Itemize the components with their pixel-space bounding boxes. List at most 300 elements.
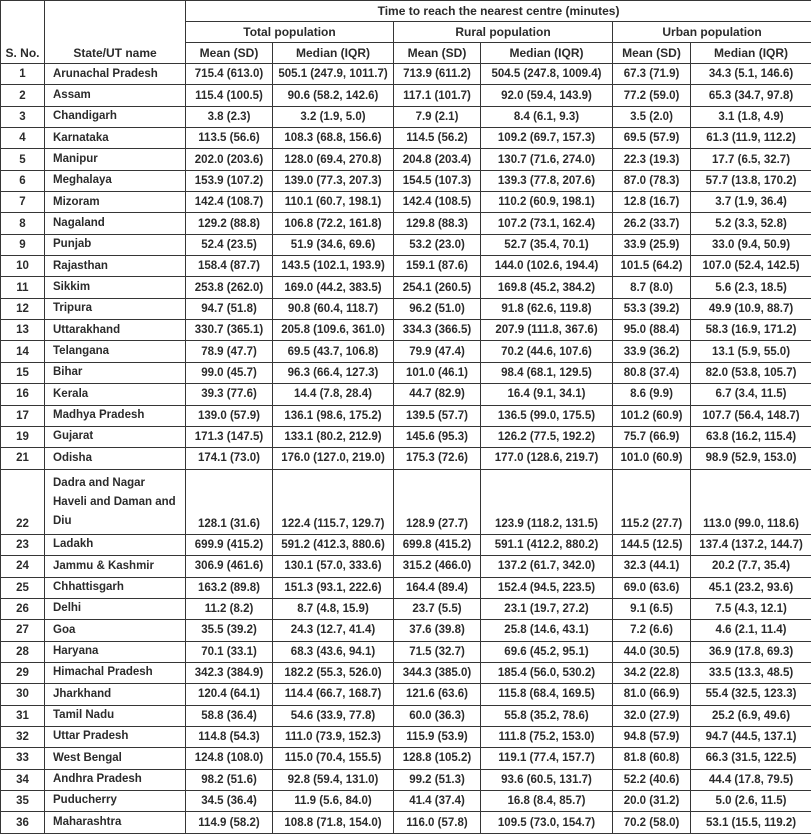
value-cell-rural_mean_sd: 145.6 (95.3) bbox=[394, 426, 481, 447]
value-cell-total_median_iqr: 122.4 (115.7, 129.7) bbox=[273, 469, 394, 534]
value-cell-total_median_iqr: 110.1 (60.7, 198.1) bbox=[273, 192, 394, 213]
value-cell-rural_median_iqr: 16.4 (9.1, 34.1) bbox=[481, 384, 613, 405]
state-name-cell: Tamil Nadu bbox=[45, 705, 186, 726]
state-name-cell: Kerala bbox=[45, 384, 186, 405]
serial-number-cell: 11 bbox=[1, 277, 45, 298]
value-cell-urban_median_iqr: 58.3 (16.9, 171.2) bbox=[691, 320, 811, 341]
value-cell-total_mean_sd: 11.2 (8.2) bbox=[186, 598, 273, 619]
serial-number-cell: 22 bbox=[1, 469, 45, 534]
value-cell-urban_mean_sd: 70.2 (58.0) bbox=[613, 812, 691, 834]
value-cell-urban_median_iqr: 33.0 (9.4, 50.9) bbox=[691, 234, 811, 255]
value-cell-urban_mean_sd: 81.0 (66.9) bbox=[613, 684, 691, 705]
value-cell-total_mean_sd: 202.0 (203.6) bbox=[186, 149, 273, 170]
value-cell-rural_median_iqr: 137.2 (61.7, 342.0) bbox=[481, 556, 613, 577]
state-name-cell: Telangana bbox=[45, 341, 186, 362]
value-cell-urban_median_iqr: 5.2 (3.3, 52.8) bbox=[691, 213, 811, 234]
state-name-cell: Andhra Pradesh bbox=[45, 769, 186, 790]
state-name-cell: Madhya Pradesh bbox=[45, 405, 186, 426]
serial-number-cell: 13 bbox=[1, 320, 45, 341]
group-header-total: Total population bbox=[186, 22, 394, 43]
state-name-cell: Puducherry bbox=[45, 790, 186, 811]
value-cell-total_mean_sd: 128.1 (31.6) bbox=[186, 469, 273, 534]
value-cell-rural_mean_sd: 37.6 (39.8) bbox=[394, 620, 481, 641]
value-cell-total_median_iqr: 591.2 (412.3, 880.6) bbox=[273, 534, 394, 555]
value-cell-urban_median_iqr: 45.1 (23.2, 93.6) bbox=[691, 577, 811, 598]
value-cell-urban_mean_sd: 33.9 (36.2) bbox=[613, 341, 691, 362]
value-cell-urban_mean_sd: 26.2 (33.7) bbox=[613, 213, 691, 234]
value-cell-total_mean_sd: 114.8 (54.3) bbox=[186, 726, 273, 747]
state-name-cell: Gujarat bbox=[45, 426, 186, 447]
value-cell-total_median_iqr: 151.3 (93.1, 222.6) bbox=[273, 577, 394, 598]
serial-number-cell: 10 bbox=[1, 256, 45, 277]
value-cell-rural_median_iqr: 52.7 (35.4, 70.1) bbox=[481, 234, 613, 255]
table-row bbox=[1, 426, 811, 447]
table-row bbox=[1, 234, 811, 255]
value-cell-total_median_iqr: 133.1 (80.2, 212.9) bbox=[273, 426, 394, 447]
header-row-title bbox=[1, 1, 811, 22]
value-cell-rural_median_iqr: 144.0 (102.6, 194.4) bbox=[481, 256, 613, 277]
serial-number-cell: 36 bbox=[1, 812, 45, 834]
table-row bbox=[1, 128, 811, 149]
value-cell-total_mean_sd: 94.7 (51.8) bbox=[186, 298, 273, 319]
serial-number-cell: 4 bbox=[1, 128, 45, 149]
state-name-cell: Mizoram bbox=[45, 192, 186, 213]
value-cell-urban_median_iqr: 3.1 (1.8, 4.9) bbox=[691, 106, 811, 127]
value-cell-rural_mean_sd: 334.3 (366.5) bbox=[394, 320, 481, 341]
value-cell-rural_mean_sd: 115.9 (53.9) bbox=[394, 726, 481, 747]
value-cell-total_mean_sd: 99.0 (45.7) bbox=[186, 362, 273, 383]
value-cell-rural_median_iqr: 110.2 (60.9, 198.1) bbox=[481, 192, 613, 213]
value-cell-urban_mean_sd: 22.3 (19.3) bbox=[613, 149, 691, 170]
value-cell-rural_mean_sd: 204.8 (203.4) bbox=[394, 149, 481, 170]
state-name-cell: Uttarakhand bbox=[45, 320, 186, 341]
value-cell-rural_mean_sd: 164.4 (89.4) bbox=[394, 577, 481, 598]
value-cell-total_median_iqr: 69.5 (43.7, 106.8) bbox=[273, 341, 394, 362]
value-cell-urban_mean_sd: 8.6 (9.9) bbox=[613, 384, 691, 405]
serial-number-cell: 27 bbox=[1, 620, 45, 641]
value-cell-urban_median_iqr: 107.0 (52.4, 142.5) bbox=[691, 256, 811, 277]
value-cell-urban_mean_sd: 115.2 (27.7) bbox=[613, 469, 691, 534]
serial-number-cell: 19 bbox=[1, 426, 45, 447]
table-row bbox=[1, 170, 811, 191]
subheader-rural-median: Median (IQR) bbox=[481, 43, 613, 64]
value-cell-rural_mean_sd: 128.8 (105.2) bbox=[394, 748, 481, 769]
value-cell-total_median_iqr: 24.3 (12.7, 41.4) bbox=[273, 620, 394, 641]
value-cell-urban_mean_sd: 32.3 (44.1) bbox=[613, 556, 691, 577]
state-name-cell: Rajasthan bbox=[45, 256, 186, 277]
value-cell-rural_mean_sd: 175.3 (72.6) bbox=[394, 448, 481, 469]
value-cell-rural_mean_sd: 154.5 (107.3) bbox=[394, 170, 481, 191]
value-cell-rural_median_iqr: 591.1 (412.2, 880.2) bbox=[481, 534, 613, 555]
state-name-cell: Uttar Pradesh bbox=[45, 726, 186, 747]
value-cell-urban_mean_sd: 32.0 (27.9) bbox=[613, 705, 691, 726]
value-cell-total_mean_sd: 342.3 (384.9) bbox=[186, 662, 273, 683]
value-cell-rural_median_iqr: 93.6 (60.5, 131.7) bbox=[481, 769, 613, 790]
table-row bbox=[1, 662, 811, 683]
value-cell-urban_median_iqr: 36.9 (17.8, 69.3) bbox=[691, 641, 811, 662]
value-cell-rural_median_iqr: 130.7 (71.6, 274.0) bbox=[481, 149, 613, 170]
table-header bbox=[1, 1, 811, 64]
value-cell-total_median_iqr: 96.3 (66.4, 127.3) bbox=[273, 362, 394, 383]
serial-number-cell: 1 bbox=[1, 64, 45, 85]
value-cell-urban_median_iqr: 63.8 (16.2, 115.4) bbox=[691, 426, 811, 447]
value-cell-total_mean_sd: 120.4 (64.1) bbox=[186, 684, 273, 705]
value-cell-urban_mean_sd: 52.2 (40.6) bbox=[613, 769, 691, 790]
serial-number-cell: 23 bbox=[1, 534, 45, 555]
table-row bbox=[1, 85, 811, 106]
value-cell-rural_median_iqr: 16.8 (8.4, 85.7) bbox=[481, 790, 613, 811]
value-cell-urban_median_iqr: 94.7 (44.5, 137.1) bbox=[691, 726, 811, 747]
serial-number-cell: 30 bbox=[1, 684, 45, 705]
value-cell-urban_median_iqr: 33.5 (13.3, 48.5) bbox=[691, 662, 811, 683]
table-row bbox=[1, 64, 811, 85]
value-cell-total_mean_sd: 52.4 (23.5) bbox=[186, 234, 273, 255]
table-row bbox=[1, 556, 811, 577]
value-cell-rural_mean_sd: 96.2 (51.0) bbox=[394, 298, 481, 319]
value-cell-rural_mean_sd: 53.2 (23.0) bbox=[394, 234, 481, 255]
table-row bbox=[1, 812, 811, 834]
value-cell-urban_median_iqr: 65.3 (34.7, 97.8) bbox=[691, 85, 811, 106]
value-cell-urban_median_iqr: 57.7 (13.8, 170.2) bbox=[691, 170, 811, 191]
table-row bbox=[1, 192, 811, 213]
value-cell-rural_median_iqr: 139.3 (77.8, 207.6) bbox=[481, 170, 613, 191]
value-cell-total_median_iqr: 130.1 (57.0, 333.6) bbox=[273, 556, 394, 577]
value-cell-urban_median_iqr: 6.7 (3.4, 11.5) bbox=[691, 384, 811, 405]
state-name-cell: Meghalaya bbox=[45, 170, 186, 191]
value-cell-rural_mean_sd: 71.5 (32.7) bbox=[394, 641, 481, 662]
value-cell-urban_mean_sd: 34.2 (22.8) bbox=[613, 662, 691, 683]
serial-number-cell: 6 bbox=[1, 170, 45, 191]
serial-number-cell: 14 bbox=[1, 341, 45, 362]
value-cell-urban_median_iqr: 5.0 (2.6, 11.5) bbox=[691, 790, 811, 811]
table-row bbox=[1, 790, 811, 811]
value-cell-urban_median_iqr: 44.4 (17.8, 79.5) bbox=[691, 769, 811, 790]
value-cell-total_median_iqr: 111.0 (73.9, 152.3) bbox=[273, 726, 394, 747]
state-name-cell: Jharkhand bbox=[45, 684, 186, 705]
value-cell-rural_mean_sd: 79.9 (47.4) bbox=[394, 341, 481, 362]
table-row bbox=[1, 577, 811, 598]
value-cell-rural_mean_sd: 128.9 (27.7) bbox=[394, 469, 481, 534]
serial-number-cell: 12 bbox=[1, 298, 45, 319]
table-row bbox=[1, 298, 811, 319]
group-header-rural: Rural population bbox=[394, 22, 613, 43]
serial-number-cell: 35 bbox=[1, 790, 45, 811]
value-cell-total_mean_sd: 34.5 (36.4) bbox=[186, 790, 273, 811]
value-cell-rural_median_iqr: 109.5 (73.0, 154.7) bbox=[481, 812, 613, 834]
serial-number-cell: 15 bbox=[1, 362, 45, 383]
value-cell-urban_mean_sd: 9.1 (6.5) bbox=[613, 598, 691, 619]
value-cell-urban_mean_sd: 7.2 (6.6) bbox=[613, 620, 691, 641]
table-row bbox=[1, 448, 811, 469]
state-name-cell: Chandigarh bbox=[45, 106, 186, 127]
value-cell-total_mean_sd: 129.2 (88.8) bbox=[186, 213, 273, 234]
subheader-urban-mean: Mean (SD) bbox=[613, 43, 691, 64]
value-cell-rural_mean_sd: 101.0 (46.1) bbox=[394, 362, 481, 383]
value-cell-rural_mean_sd: 142.4 (108.5) bbox=[394, 192, 481, 213]
value-cell-total_median_iqr: 108.3 (68.8, 156.6) bbox=[273, 128, 394, 149]
value-cell-urban_mean_sd: 101.0 (60.9) bbox=[613, 448, 691, 469]
value-cell-total_mean_sd: 253.8 (262.0) bbox=[186, 277, 273, 298]
table-row bbox=[1, 534, 811, 555]
serial-number-cell: 21 bbox=[1, 448, 45, 469]
value-cell-total_median_iqr: 114.4 (66.7, 168.7) bbox=[273, 684, 394, 705]
value-cell-urban_mean_sd: 69.5 (57.9) bbox=[613, 128, 691, 149]
value-cell-rural_median_iqr: 109.2 (69.7, 157.3) bbox=[481, 128, 613, 149]
table-row bbox=[1, 362, 811, 383]
value-cell-urban_median_iqr: 17.7 (6.5, 32.7) bbox=[691, 149, 811, 170]
value-cell-rural_median_iqr: 70.2 (44.6, 107.6) bbox=[481, 341, 613, 362]
value-cell-total_median_iqr: 108.8 (71.8, 154.0) bbox=[273, 812, 394, 834]
value-cell-total_median_iqr: 128.0 (69.4, 270.8) bbox=[273, 149, 394, 170]
value-cell-rural_median_iqr: 25.8 (14.6, 43.1) bbox=[481, 620, 613, 641]
value-cell-total_median_iqr: 139.0 (77.3, 207.3) bbox=[273, 170, 394, 191]
value-cell-total_median_iqr: 3.2 (1.9, 5.0) bbox=[273, 106, 394, 127]
table-row bbox=[1, 598, 811, 619]
value-cell-total_mean_sd: 113.5 (56.6) bbox=[186, 128, 273, 149]
value-cell-rural_median_iqr: 23.1 (19.7, 27.2) bbox=[481, 598, 613, 619]
value-cell-rural_mean_sd: 713.9 (611.2) bbox=[394, 64, 481, 85]
state-name-cell: West Bengal bbox=[45, 748, 186, 769]
value-cell-total_mean_sd: 142.4 (108.7) bbox=[186, 192, 273, 213]
column-header-serial: S. No. bbox=[1, 1, 45, 64]
serial-number-cell: 31 bbox=[1, 705, 45, 726]
state-name-cell: Dadra and Nagar Haveli and Daman and Diu bbox=[45, 469, 186, 534]
value-cell-total_median_iqr: 11.9 (5.6, 84.0) bbox=[273, 790, 394, 811]
value-cell-urban_median_iqr: 7.5 (4.3, 12.1) bbox=[691, 598, 811, 619]
state-name-cell: Sikkim bbox=[45, 277, 186, 298]
table-row bbox=[1, 405, 811, 426]
value-cell-urban_median_iqr: 113.0 (99.0, 118.6) bbox=[691, 469, 811, 534]
state-name-cell: Goa bbox=[45, 620, 186, 641]
value-cell-total_mean_sd: 98.2 (51.6) bbox=[186, 769, 273, 790]
value-cell-urban_median_iqr: 3.7 (1.9, 36.4) bbox=[691, 192, 811, 213]
table-row bbox=[1, 256, 811, 277]
value-cell-rural_mean_sd: 254.1 (260.5) bbox=[394, 277, 481, 298]
serial-number-cell: 9 bbox=[1, 234, 45, 255]
value-cell-rural_mean_sd: 121.6 (63.6) bbox=[394, 684, 481, 705]
serial-number-cell: 5 bbox=[1, 149, 45, 170]
value-cell-rural_median_iqr: 177.0 (128.6, 219.7) bbox=[481, 448, 613, 469]
value-cell-urban_median_iqr: 66.3 (31.5, 122.5) bbox=[691, 748, 811, 769]
value-cell-total_median_iqr: 115.0 (70.4, 155.5) bbox=[273, 748, 394, 769]
value-cell-urban_median_iqr: 4.6 (2.1, 11.4) bbox=[691, 620, 811, 641]
subheader-total-mean: Mean (SD) bbox=[186, 43, 273, 64]
state-name-cell: Manipur bbox=[45, 149, 186, 170]
value-cell-total_median_iqr: 205.8 (109.6, 361.0) bbox=[273, 320, 394, 341]
value-cell-total_mean_sd: 70.1 (33.1) bbox=[186, 641, 273, 662]
serial-number-cell: 29 bbox=[1, 662, 45, 683]
value-cell-urban_mean_sd: 20.0 (31.2) bbox=[613, 790, 691, 811]
state-name-cell: Ladakh bbox=[45, 534, 186, 555]
serial-number-cell: 33 bbox=[1, 748, 45, 769]
table-row bbox=[1, 748, 811, 769]
value-cell-rural_mean_sd: 159.1 (87.6) bbox=[394, 256, 481, 277]
value-cell-rural_mean_sd: 114.5 (56.2) bbox=[394, 128, 481, 149]
value-cell-rural_median_iqr: 169.8 (45.2, 384.2) bbox=[481, 277, 613, 298]
value-cell-urban_median_iqr: 53.1 (15.5, 119.2) bbox=[691, 812, 811, 834]
group-header-urban: Urban population bbox=[613, 22, 811, 43]
table-row bbox=[1, 277, 811, 298]
value-cell-total_median_iqr: 90.6 (58.2, 142.6) bbox=[273, 85, 394, 106]
serial-number-cell: 32 bbox=[1, 726, 45, 747]
value-cell-rural_mean_sd: 41.4 (37.4) bbox=[394, 790, 481, 811]
table-row bbox=[1, 769, 811, 790]
value-cell-total_median_iqr: 169.0 (44.2, 383.5) bbox=[273, 277, 394, 298]
value-cell-urban_median_iqr: 61.3 (11.9, 112.2) bbox=[691, 128, 811, 149]
value-cell-rural_median_iqr: 55.8 (35.2, 78.6) bbox=[481, 705, 613, 726]
value-cell-total_median_iqr: 90.8 (60.4, 118.7) bbox=[273, 298, 394, 319]
serial-number-cell: 24 bbox=[1, 556, 45, 577]
state-name-cell: Bihar bbox=[45, 362, 186, 383]
value-cell-rural_median_iqr: 126.2 (77.5, 192.2) bbox=[481, 426, 613, 447]
value-cell-total_mean_sd: 699.9 (415.2) bbox=[186, 534, 273, 555]
table-row bbox=[1, 705, 811, 726]
state-name-cell: Delhi bbox=[45, 598, 186, 619]
value-cell-rural_median_iqr: 69.6 (45.2, 95.1) bbox=[481, 641, 613, 662]
value-cell-rural_median_iqr: 107.2 (73.1, 162.4) bbox=[481, 213, 613, 234]
value-cell-urban_median_iqr: 137.4 (137.2, 144.7) bbox=[691, 534, 811, 555]
serial-number-cell: 28 bbox=[1, 641, 45, 662]
value-cell-rural_median_iqr: 185.4 (56.0, 530.2) bbox=[481, 662, 613, 683]
value-cell-urban_mean_sd: 81.8 (60.8) bbox=[613, 748, 691, 769]
value-cell-rural_mean_sd: 7.9 (2.1) bbox=[394, 106, 481, 127]
value-cell-rural_mean_sd: 129.8 (88.3) bbox=[394, 213, 481, 234]
value-cell-total_mean_sd: 78.9 (47.7) bbox=[186, 341, 273, 362]
table-row bbox=[1, 726, 811, 747]
state-name-cell: Punjab bbox=[45, 234, 186, 255]
value-cell-rural_mean_sd: 139.5 (57.7) bbox=[394, 405, 481, 426]
value-cell-total_mean_sd: 35.5 (39.2) bbox=[186, 620, 273, 641]
table-row bbox=[1, 213, 811, 234]
value-cell-rural_median_iqr: 98.4 (68.1, 129.5) bbox=[481, 362, 613, 383]
value-cell-rural_mean_sd: 315.2 (466.0) bbox=[394, 556, 481, 577]
value-cell-urban_mean_sd: 53.3 (39.2) bbox=[613, 298, 691, 319]
value-cell-rural_mean_sd: 116.0 (57.8) bbox=[394, 812, 481, 834]
value-cell-urban_mean_sd: 69.0 (63.6) bbox=[613, 577, 691, 598]
serial-number-cell: 17 bbox=[1, 405, 45, 426]
value-cell-urban_mean_sd: 80.8 (37.4) bbox=[613, 362, 691, 383]
value-cell-total_mean_sd: 330.7 (365.1) bbox=[186, 320, 273, 341]
value-cell-urban_mean_sd: 33.9 (25.9) bbox=[613, 234, 691, 255]
value-cell-total_mean_sd: 124.8 (108.0) bbox=[186, 748, 273, 769]
value-cell-urban_median_iqr: 34.3 (5.1, 146.6) bbox=[691, 64, 811, 85]
value-cell-rural_median_iqr: 91.8 (62.6, 119.8) bbox=[481, 298, 613, 319]
value-cell-urban_mean_sd: 94.8 (57.9) bbox=[613, 726, 691, 747]
value-cell-total_mean_sd: 115.4 (100.5) bbox=[186, 85, 273, 106]
value-cell-total_mean_sd: 163.2 (89.8) bbox=[186, 577, 273, 598]
state-name-cell: Nagaland bbox=[45, 213, 186, 234]
value-cell-rural_mean_sd: 23.7 (5.5) bbox=[394, 598, 481, 619]
value-cell-total_mean_sd: 306.9 (461.6) bbox=[186, 556, 273, 577]
value-cell-urban_mean_sd: 77.2 (59.0) bbox=[613, 85, 691, 106]
table-row bbox=[1, 469, 811, 534]
value-cell-total_median_iqr: 106.8 (72.2, 161.8) bbox=[273, 213, 394, 234]
subheader-rural-mean: Mean (SD) bbox=[394, 43, 481, 64]
value-cell-rural_median_iqr: 111.8 (75.2, 153.0) bbox=[481, 726, 613, 747]
serial-number-cell: 34 bbox=[1, 769, 45, 790]
value-cell-urban_mean_sd: 44.0 (30.5) bbox=[613, 641, 691, 662]
value-cell-total_median_iqr: 8.7 (4.8, 15.9) bbox=[273, 598, 394, 619]
serial-number-cell: 2 bbox=[1, 85, 45, 106]
table-row bbox=[1, 684, 811, 705]
serial-number-cell: 3 bbox=[1, 106, 45, 127]
value-cell-rural_mean_sd: 44.7 (82.9) bbox=[394, 384, 481, 405]
state-name-cell: Maharashtra bbox=[45, 812, 186, 834]
value-cell-urban_mean_sd: 3.5 (2.0) bbox=[613, 106, 691, 127]
state-name-cell: Arunachal Pradesh bbox=[45, 64, 186, 85]
value-cell-total_mean_sd: 153.9 (107.2) bbox=[186, 170, 273, 191]
serial-number-cell: 25 bbox=[1, 577, 45, 598]
state-name-cell: Himachal Pradesh bbox=[45, 662, 186, 683]
table-row bbox=[1, 320, 811, 341]
value-cell-urban_median_iqr: 98.9 (52.9, 153.0) bbox=[691, 448, 811, 469]
value-cell-rural_median_iqr: 504.5 (247.8, 1009.4) bbox=[481, 64, 613, 85]
value-cell-urban_mean_sd: 12.8 (16.7) bbox=[613, 192, 691, 213]
value-cell-total_median_iqr: 51.9 (34.6, 69.6) bbox=[273, 234, 394, 255]
table-row bbox=[1, 641, 811, 662]
table-row bbox=[1, 106, 811, 127]
value-cell-rural_mean_sd: 699.8 (415.2) bbox=[394, 534, 481, 555]
value-cell-urban_mean_sd: 101.5 (64.2) bbox=[613, 256, 691, 277]
value-cell-rural_median_iqr: 8.4 (6.1, 9.3) bbox=[481, 106, 613, 127]
value-cell-total_median_iqr: 68.3 (43.6, 94.1) bbox=[273, 641, 394, 662]
value-cell-urban_mean_sd: 87.0 (78.3) bbox=[613, 170, 691, 191]
value-cell-rural_median_iqr: 207.9 (111.8, 367.6) bbox=[481, 320, 613, 341]
table-row bbox=[1, 149, 811, 170]
value-cell-total_median_iqr: 176.0 (127.0, 219.0) bbox=[273, 448, 394, 469]
value-cell-rural_median_iqr: 123.9 (118.2, 131.5) bbox=[481, 469, 613, 534]
value-cell-total_mean_sd: 58.8 (36.4) bbox=[186, 705, 273, 726]
table-title: Time to reach the nearest centre (minutes) bbox=[186, 1, 811, 22]
value-cell-rural_median_iqr: 115.8 (68.4, 169.5) bbox=[481, 684, 613, 705]
value-cell-rural_mean_sd: 344.3 (385.0) bbox=[394, 662, 481, 683]
value-cell-total_mean_sd: 39.3 (77.6) bbox=[186, 384, 273, 405]
value-cell-total_mean_sd: 114.9 (58.2) bbox=[186, 812, 273, 834]
value-cell-total_mean_sd: 158.4 (87.7) bbox=[186, 256, 273, 277]
state-name-cell: Chhattisgarh bbox=[45, 577, 186, 598]
value-cell-total_median_iqr: 54.6 (33.9, 77.8) bbox=[273, 705, 394, 726]
value-cell-rural_mean_sd: 60.0 (36.3) bbox=[394, 705, 481, 726]
serial-number-cell: 16 bbox=[1, 384, 45, 405]
value-cell-rural_median_iqr: 119.1 (77.4, 157.7) bbox=[481, 748, 613, 769]
value-cell-total_mean_sd: 139.0 (57.9) bbox=[186, 405, 273, 426]
value-cell-rural_mean_sd: 99.2 (51.3) bbox=[394, 769, 481, 790]
value-cell-rural_median_iqr: 152.4 (94.5, 223.5) bbox=[481, 577, 613, 598]
serial-number-cell: 8 bbox=[1, 213, 45, 234]
table-row bbox=[1, 341, 811, 362]
value-cell-urban_median_iqr: 82.0 (53.8, 105.7) bbox=[691, 362, 811, 383]
state-name-cell: Karnataka bbox=[45, 128, 186, 149]
value-cell-total_mean_sd: 715.4 (613.0) bbox=[186, 64, 273, 85]
value-cell-total_median_iqr: 143.5 (102.1, 193.9) bbox=[273, 256, 394, 277]
state-name-cell: Haryana bbox=[45, 641, 186, 662]
value-cell-total_median_iqr: 505.1 (247.9, 1011.7) bbox=[273, 64, 394, 85]
state-name-cell: Jammu & Kashmir bbox=[45, 556, 186, 577]
value-cell-urban_median_iqr: 13.1 (5.9, 55.0) bbox=[691, 341, 811, 362]
value-cell-urban_median_iqr: 107.7 (56.4, 148.7) bbox=[691, 405, 811, 426]
value-cell-total_mean_sd: 174.1 (73.0) bbox=[186, 448, 273, 469]
value-cell-rural_median_iqr: 136.5 (99.0, 175.5) bbox=[481, 405, 613, 426]
value-cell-total_median_iqr: 92.8 (59.4, 131.0) bbox=[273, 769, 394, 790]
value-cell-urban_mean_sd: 144.5 (12.5) bbox=[613, 534, 691, 555]
table-row bbox=[1, 384, 811, 405]
value-cell-urban_mean_sd: 67.3 (71.9) bbox=[613, 64, 691, 85]
state-name-cell: Assam bbox=[45, 85, 186, 106]
value-cell-rural_median_iqr: 92.0 (59.4, 143.9) bbox=[481, 85, 613, 106]
value-cell-total_mean_sd: 171.3 (147.5) bbox=[186, 426, 273, 447]
value-cell-urban_median_iqr: 20.2 (7.7, 35.4) bbox=[691, 556, 811, 577]
value-cell-total_median_iqr: 14.4 (7.8, 28.4) bbox=[273, 384, 394, 405]
